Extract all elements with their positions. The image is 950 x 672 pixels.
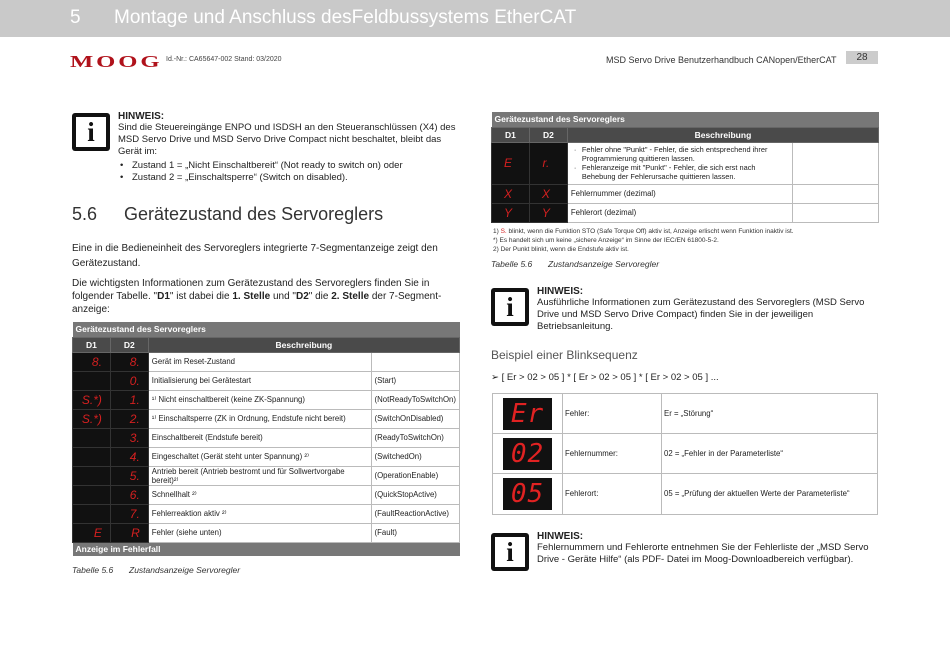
chapter-number: 5: [70, 7, 81, 28]
footnote: 2) Der Punkt blinkt, wenn die Endstufe aktiv ist.: [493, 246, 629, 253]
table-caption: Gerätezustand des Servoreglers: [73, 322, 460, 337]
error-description: [567, 142, 792, 184]
info-icon: i: [491, 288, 529, 326]
table-row: [73, 523, 460, 542]
text-bold: 1. Stelle: [232, 291, 271, 302]
moog-logo: MOOG: [70, 52, 163, 71]
state-name: (SwitchOnDisabled): [371, 409, 460, 428]
text-run: blinkt, wenn die Funktion STO (Safe Torque Off) aktiv ist, Anzeige erlischt wenn Funktion inaktiv ist.: [506, 228, 794, 235]
state-name: (SwitchedOn): [371, 447, 460, 466]
segment-d1: S.*): [73, 409, 111, 428]
table-row: [73, 466, 460, 485]
intro-paragraph: Eine in die Bedieneinheit des Servoreglers integrierte 7-Segmentanzeige zeigt den Gerätezustand.: [72, 243, 438, 269]
section-number: 5.6: [72, 204, 98, 224]
text-run: und ": [270, 291, 296, 302]
table-row: [492, 184, 879, 203]
table-row: [492, 142, 879, 184]
text-bold: D2: [295, 291, 309, 302]
state-name: [371, 352, 460, 371]
manual-title: MSD Servo Drive Benutzerhandbuch CANopen/EtherCAT: [606, 55, 837, 65]
segment-d1: 8.: [73, 352, 111, 371]
table-row: [73, 428, 460, 447]
blink-row: [493, 394, 877, 434]
note-bullet: • Zustand 2 = „Einschaltsperre“ (Switch on disabled).: [118, 172, 462, 184]
bullet-text: Fehleranzeige mit "Punkt" - Fehler, die sich erst nach Behebung der Fehlerursache quittieren lassen.: [581, 163, 756, 181]
note-manual-reference: [491, 288, 881, 336]
note-body: [118, 122, 462, 184]
bullet-text: Fehler ohne "Punkt" - Fehler, die sich entsprechend ihrer Programmierung quittieren lassen.: [581, 145, 768, 163]
blink-sequence-heading: Beispiel einer Blinksequenz: [491, 348, 638, 362]
state-description: ¹⁾ Nicht einschaltbereit (keine ZK-Spannung): [148, 390, 371, 409]
section-title: Gerätezustand des Servoreglers: [124, 204, 384, 224]
error-state-table: [491, 112, 879, 223]
blink-row: [493, 434, 877, 474]
segment-d1: [73, 447, 111, 466]
state-name: (OperationEnable): [371, 466, 460, 485]
text-run: Die wichtigsten Informationen zum Gerätezustand des Servoreglers finden Sie in folgender Tabelle. ": [72, 278, 430, 302]
header-d2: D2: [110, 337, 148, 352]
page-number: 28: [846, 51, 878, 64]
note-text: Ausführliche Informationen zum Gerätezustand des Servoreglers (MSD Servo Drive und MSD Servo Drive Compact) finden Sie in der jeweiligen Betriebsanleitung.: [537, 297, 865, 332]
footnote: [493, 227, 794, 236]
segment-d2: 7.: [110, 504, 148, 523]
blink-row: [493, 474, 877, 514]
empty-cell: [793, 184, 879, 203]
state-description: Fehlerreaktion aktiv ²⁾: [148, 504, 371, 523]
table-intro-paragraph: [72, 277, 456, 316]
blink-value: 02 = „Fehler in der Parameterliste“: [664, 449, 783, 458]
segment-d2: Y: [529, 203, 567, 222]
segment-d2: 2.: [110, 409, 148, 428]
segment-d2: 6.: [110, 485, 148, 504]
segment-d2: 3.: [110, 428, 148, 447]
note-bullet-list: [118, 160, 462, 184]
empty-cell: [793, 142, 879, 184]
note-heading: HINWEIS:: [537, 531, 584, 542]
state-description: Einschaltbereit (Endstufe bereit): [148, 428, 371, 447]
table-footnotes: [493, 227, 794, 254]
segment-d1: E: [73, 523, 111, 542]
note-heading: HINWEIS:: [537, 286, 584, 297]
segment-d1: [73, 466, 111, 485]
section-heading: [72, 204, 383, 225]
segment-d2: 8.: [110, 352, 148, 371]
header-description: Beschreibung: [567, 127, 878, 142]
caption-number: Tabelle 5.6: [72, 565, 114, 575]
footnote: *) Es handelt sich um keine „sichere Anzeige“ im Sinne der IEC/EN 61800-5-2.: [493, 237, 719, 244]
blink-label: Fehlerort:: [565, 489, 599, 498]
table-row: [73, 352, 460, 371]
text-run: " ist dabei die: [169, 291, 233, 302]
state-name: (FaultReactionActive): [371, 504, 460, 523]
blink-label: Fehlernummer:: [565, 449, 618, 458]
segment-d2: X: [529, 184, 567, 203]
state-name: (ReadyToSwitchOn): [371, 428, 460, 447]
state-name: (NotReadyToSwitchOn): [371, 390, 460, 409]
note-heading: HINWEIS:: [118, 111, 165, 122]
text-bold: D1: [157, 291, 170, 302]
segment-d1: E: [492, 142, 530, 184]
table-row: [73, 371, 460, 390]
device-state-table: [72, 322, 460, 556]
caption-text: Zustandsanzeige Servoregler: [548, 259, 660, 269]
segment-d1: [73, 371, 111, 390]
info-icon: i: [72, 113, 110, 151]
state-name: (Fault): [371, 523, 460, 542]
segment-d1: [73, 428, 111, 447]
blink-value: 05 = „Prüfung der aktuellen Werte der Parameterliste“: [664, 489, 850, 498]
state-name: (QuickStopActive): [371, 485, 460, 504]
table-caption-below: [491, 259, 659, 269]
info-icon: i: [491, 533, 529, 571]
segment-d1: Y: [492, 203, 530, 222]
segment-display: 05: [503, 478, 552, 510]
document-id: Id.-Nr.: CA65647-002 Stand: 03/2020: [166, 56, 282, 63]
blink-label: Fehler:: [565, 409, 590, 418]
error-bullet: · Fehler ohne "Punkt" - Fehler, die sich entsprechend ihrer Programmierung quittieren lassen.: [573, 145, 768, 163]
empty-cell: [793, 203, 879, 222]
state-description: Fehler (siehe unten): [148, 523, 371, 542]
error-bullet: · Fehleranzeige mit "Punkt" - Fehler, die sich erst nach Behebung der Fehlerursache quittieren lassen.: [573, 163, 756, 181]
segment-d1: [73, 504, 111, 523]
segment-d1: [73, 485, 111, 504]
note-error-list: [491, 533, 881, 583]
state-description: Gerät im Reset-Zustand: [148, 352, 371, 371]
table-row: [73, 409, 460, 428]
blink-sequence: ➢ [ Er > 02 > 05 ] * [ Er > 02 > 05 ] * [ Er > 02 > 05 ] ...: [491, 372, 719, 383]
segment-d2: r.: [529, 142, 567, 184]
text-run: " die: [308, 291, 332, 302]
state-description: ¹⁾ Einschaltsperre (ZK in Ordnung, Endstufe nicht bereit): [148, 409, 371, 428]
note-text: Fehlernummern und Fehlerorte entnehmen Sie der Fehlerliste der „MSD Servo Drive - Geräte Hilfe“ (als PDF- Datei im Moog-Downloadbereich verfügbar).: [537, 542, 869, 565]
text-run: 1): [493, 228, 501, 235]
state-description: Antrieb bereit (Antrieb bestromt und für Sollwertvorgabe bereit)²⁾: [148, 466, 371, 485]
blink-value: Er = „Störung“: [664, 409, 714, 418]
segment-d1: S.*): [73, 390, 111, 409]
header-description: Beschreibung: [148, 337, 459, 352]
table-row: [73, 504, 460, 523]
text-run: S.: [500, 228, 507, 235]
segment-d1: X: [492, 184, 530, 203]
error-description: Fehlernummer (dezimal): [567, 184, 792, 203]
table-row: [73, 485, 460, 504]
note-bullet: • Zustand 1 = „Nicht Einschaltbereit“ (Not ready to switch on) oder: [118, 160, 462, 172]
table-row: [73, 390, 460, 409]
state-name: (Start): [371, 371, 460, 390]
blink-example-table: [492, 393, 878, 515]
segment-d2: 5.: [110, 466, 148, 485]
table-caption: Gerätezustand des Servoreglers: [492, 112, 879, 127]
segment-d2: 4.: [110, 447, 148, 466]
header-d1: D1: [492, 127, 530, 142]
note-sto-inputs: [72, 113, 462, 193]
segment-display: 02: [503, 438, 552, 470]
state-description: Initialisierung bei Gerätestart: [148, 371, 371, 390]
text-bold: 2. Stelle: [331, 291, 370, 302]
chapter-header-bar: [0, 0, 950, 37]
table-row: [492, 203, 879, 222]
text-run: der 7-Segment-anzeige:: [72, 291, 442, 315]
note-text: Sind die Steuereingänge ENPO und ISDSH an den Steueranschlüssen (X4) des MSD Servo Drive und MSD Servo Drive Compact nicht beschaltet, bleibt das Gerät im:: [118, 122, 456, 157]
table-footer: Anzeige im Fehlerfall: [73, 542, 460, 556]
segment-d2: 1.: [110, 390, 148, 409]
chapter-title: Montage und Anschluss desFeldbussystems EtherCAT: [114, 7, 577, 28]
table-row: [73, 447, 460, 466]
error-description: Fehlerort (dezimal): [567, 203, 792, 222]
header-d1: D1: [73, 337, 111, 352]
segment-d2: 0.: [110, 371, 148, 390]
table-caption-below: [72, 565, 240, 575]
segment-display: Er: [503, 398, 552, 430]
state-description: Eingeschaltet (Gerät steht unter Spannung) ²⁾: [148, 447, 371, 466]
caption-number: Tabelle 5.6: [491, 259, 533, 269]
state-description: Schnellhalt ²⁾: [148, 485, 371, 504]
header-d2: D2: [529, 127, 567, 142]
segment-d2: R: [110, 523, 148, 542]
caption-text: Zustandsanzeige Servoregler: [129, 565, 241, 575]
